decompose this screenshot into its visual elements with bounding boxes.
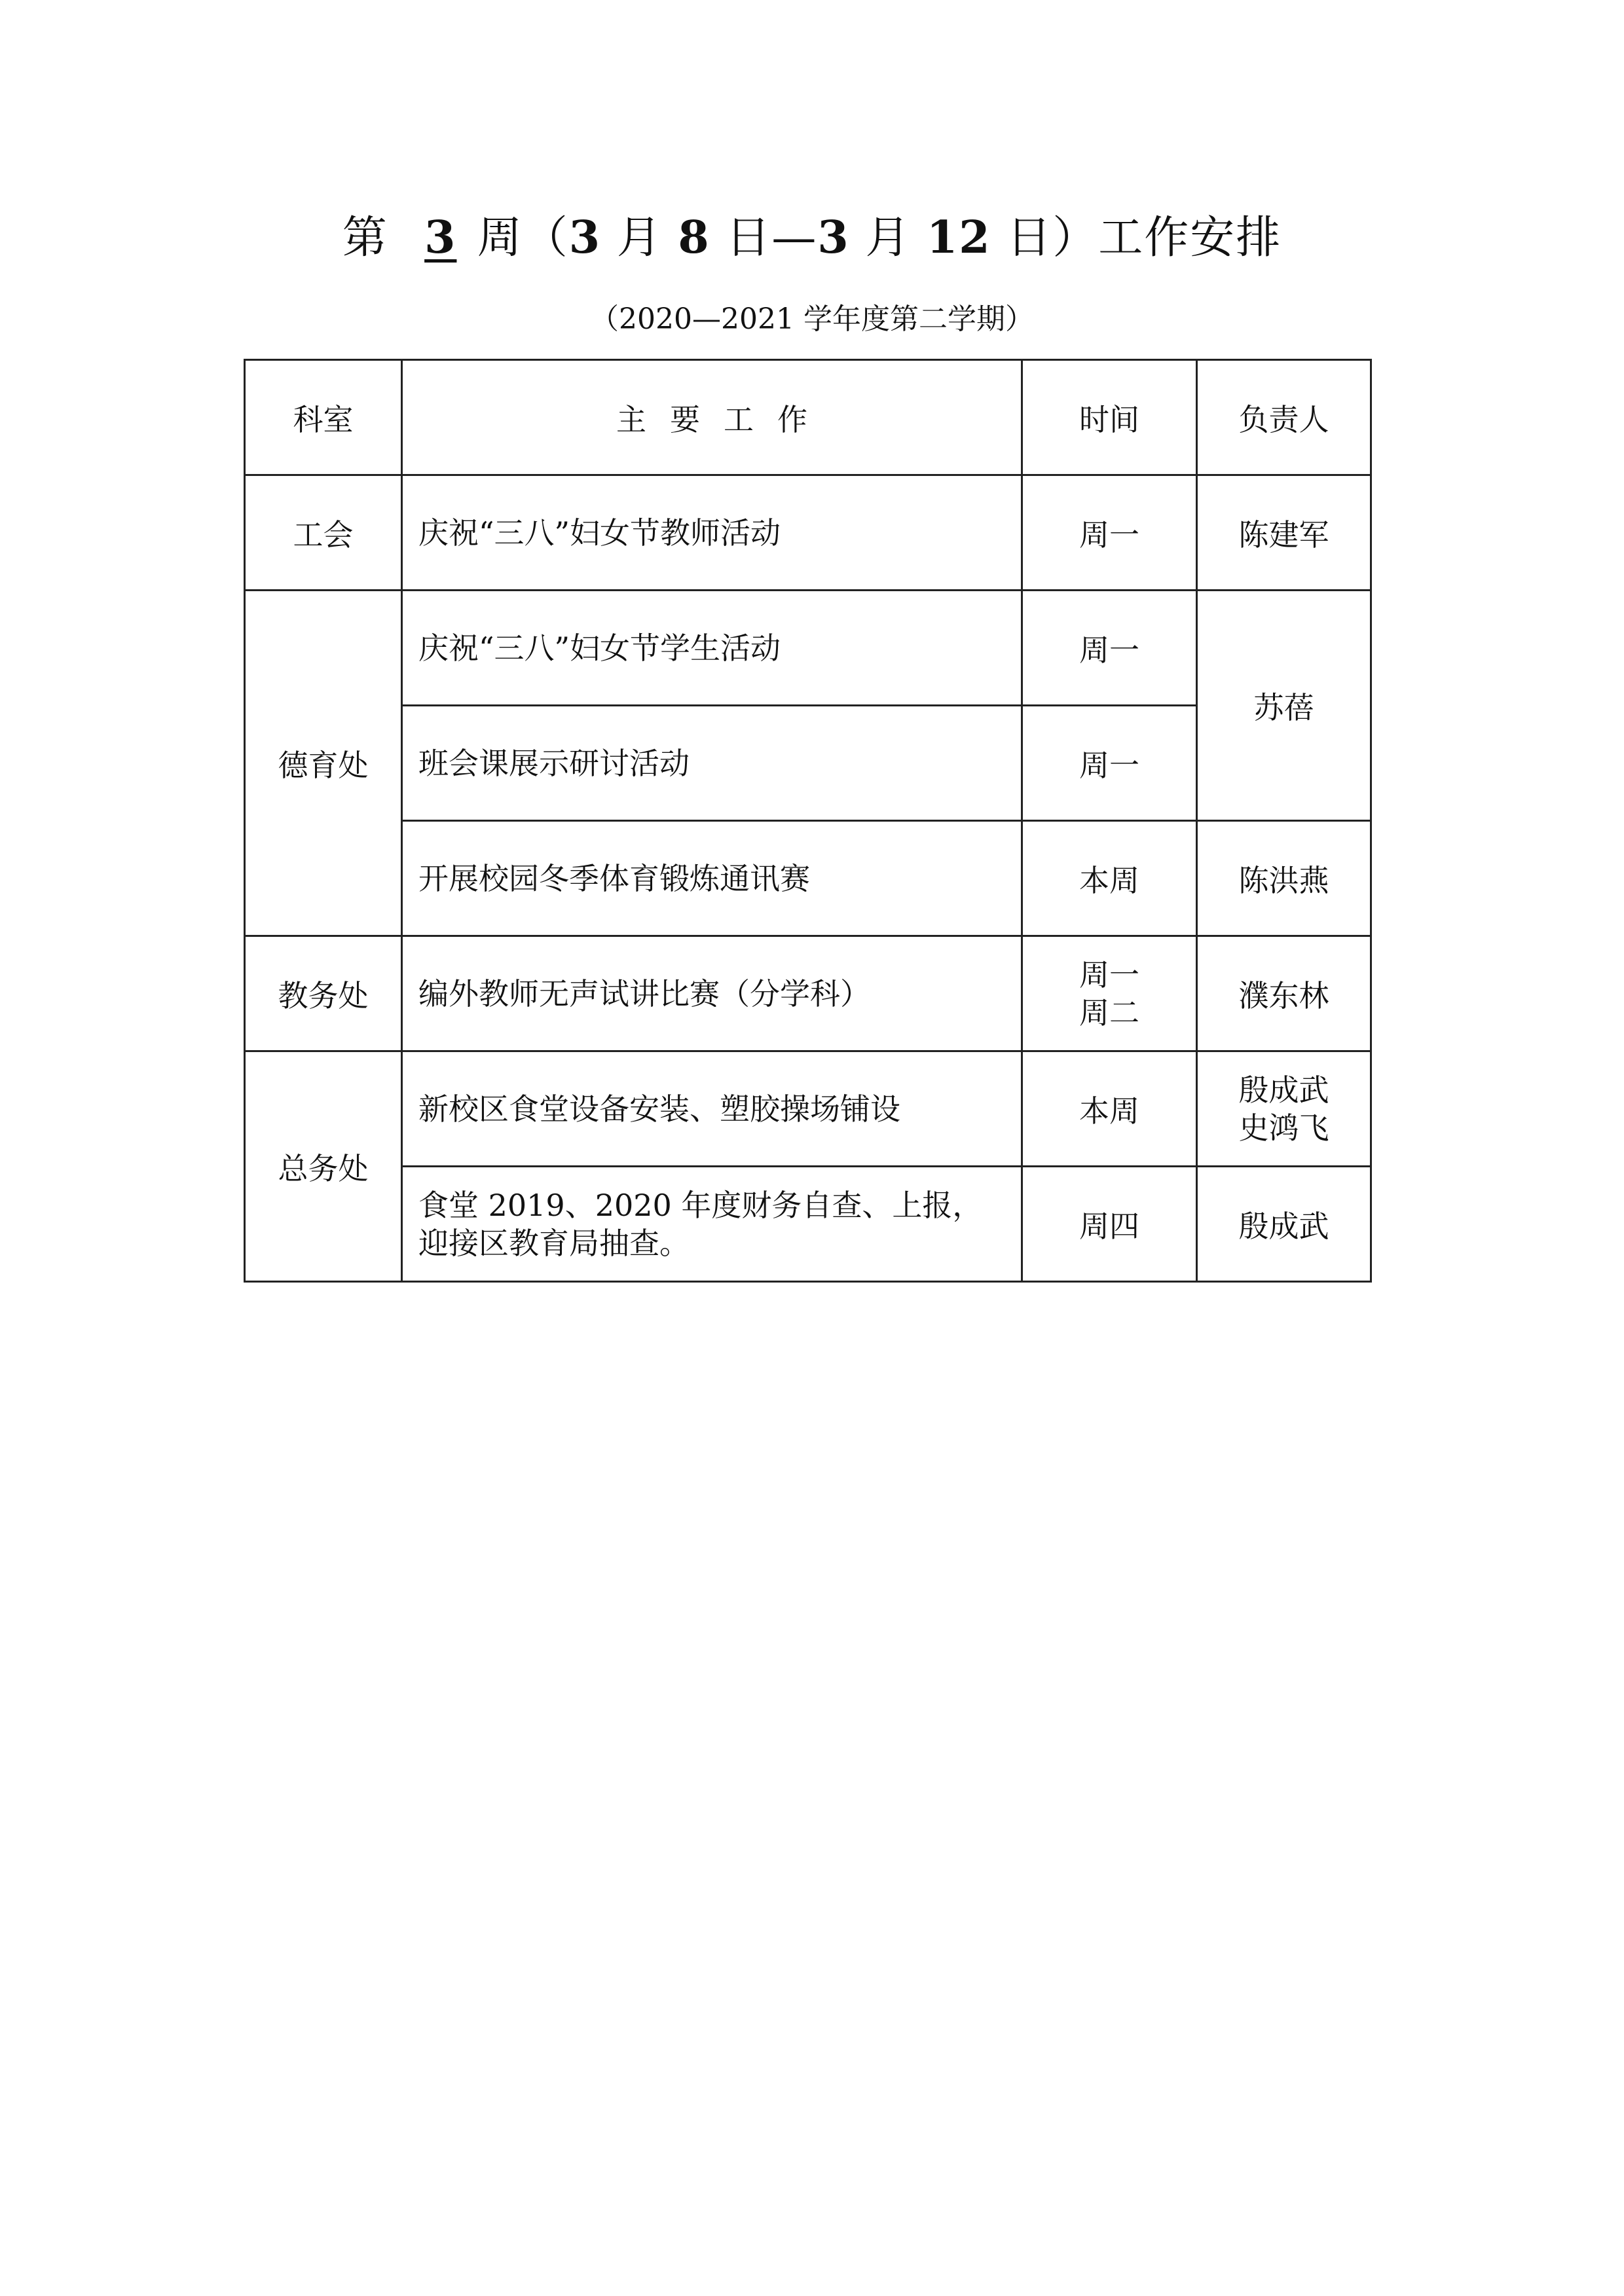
task-cell: 庆祝“三八”妇女节学生活动 bbox=[402, 591, 1022, 706]
page-title bbox=[0, 208, 1624, 268]
title-day-label-1: 日— bbox=[726, 212, 818, 264]
dept-cell: 工会 bbox=[245, 475, 402, 591]
table-row bbox=[245, 1167, 1371, 1282]
dept-cell: 总务处 bbox=[245, 1051, 402, 1282]
header-time: 时间 bbox=[1022, 360, 1197, 475]
title-week-suffix: 周（ bbox=[477, 212, 569, 264]
header-dept: 科室 bbox=[245, 360, 402, 475]
header-task: 主要工作 bbox=[402, 360, 1022, 475]
title-tail: 日）工作安排 bbox=[1006, 212, 1282, 264]
time-cell bbox=[1022, 936, 1197, 1051]
title-month-start: 3 bbox=[568, 211, 602, 264]
title-day-end: 12 bbox=[926, 211, 991, 264]
time-line: 周一 bbox=[1079, 957, 1139, 993]
task-cell: 编外教师无声试讲比赛（分学科） bbox=[402, 936, 1022, 1051]
table-row bbox=[245, 1051, 1371, 1167]
title-day-start: 8 bbox=[678, 211, 710, 264]
task-cell: 庆祝“三八”妇女节教师活动 bbox=[402, 475, 1022, 591]
table-row bbox=[245, 936, 1371, 1051]
table-header-row bbox=[245, 360, 1371, 475]
table-row bbox=[245, 821, 1371, 936]
title-month-label-2: 月 bbox=[865, 212, 912, 264]
time-cell: 周四 bbox=[1022, 1167, 1197, 1282]
title-prefix: 第 bbox=[342, 212, 388, 264]
work-schedule-table bbox=[244, 359, 1372, 1283]
task-cell: 新校区食堂设备安装、塑胶操场铺设 bbox=[402, 1051, 1022, 1167]
title-month-end: 3 bbox=[817, 211, 850, 264]
table-row bbox=[245, 591, 1371, 706]
owner-cell: 陈洪燕 bbox=[1197, 821, 1371, 936]
time-cell: 周一 bbox=[1022, 591, 1197, 706]
time-cell: 周一 bbox=[1022, 706, 1197, 821]
owner-cell: 殷成武 bbox=[1197, 1167, 1371, 1282]
dept-cell: 教务处 bbox=[245, 936, 402, 1051]
owner-line: 史鸿飞 bbox=[1238, 1110, 1329, 1146]
task-cell: 食堂 2019、2020 年度财务自查、上报，迎接区教育局抽查。 bbox=[402, 1167, 1022, 1282]
dept-cell: 德育处 bbox=[245, 591, 402, 936]
time-line: 周二 bbox=[1079, 994, 1139, 1030]
title-month-label-1: 月 bbox=[616, 212, 663, 264]
owner-cell bbox=[1197, 1051, 1371, 1167]
semester-subtitle: （2020—2021 学年度第二学期） bbox=[590, 302, 1034, 336]
header-owner: 负责人 bbox=[1197, 360, 1371, 475]
owner-cell: 苏蓓 bbox=[1197, 591, 1371, 821]
task-cell: 开展校园冬季体育锻炼通讯赛 bbox=[402, 821, 1022, 936]
owner-line: 殷成武 bbox=[1238, 1072, 1329, 1108]
week-number: 3 bbox=[424, 211, 457, 264]
time-cell: 本周 bbox=[1022, 821, 1197, 936]
owner-cell: 濮东林 bbox=[1197, 936, 1371, 1051]
table-row bbox=[245, 475, 1371, 591]
time-cell: 周一 bbox=[1022, 475, 1197, 591]
owner-cell: 陈建军 bbox=[1197, 475, 1371, 591]
task-cell: 班会课展示研讨活动 bbox=[402, 706, 1022, 821]
time-cell: 本周 bbox=[1022, 1051, 1197, 1167]
